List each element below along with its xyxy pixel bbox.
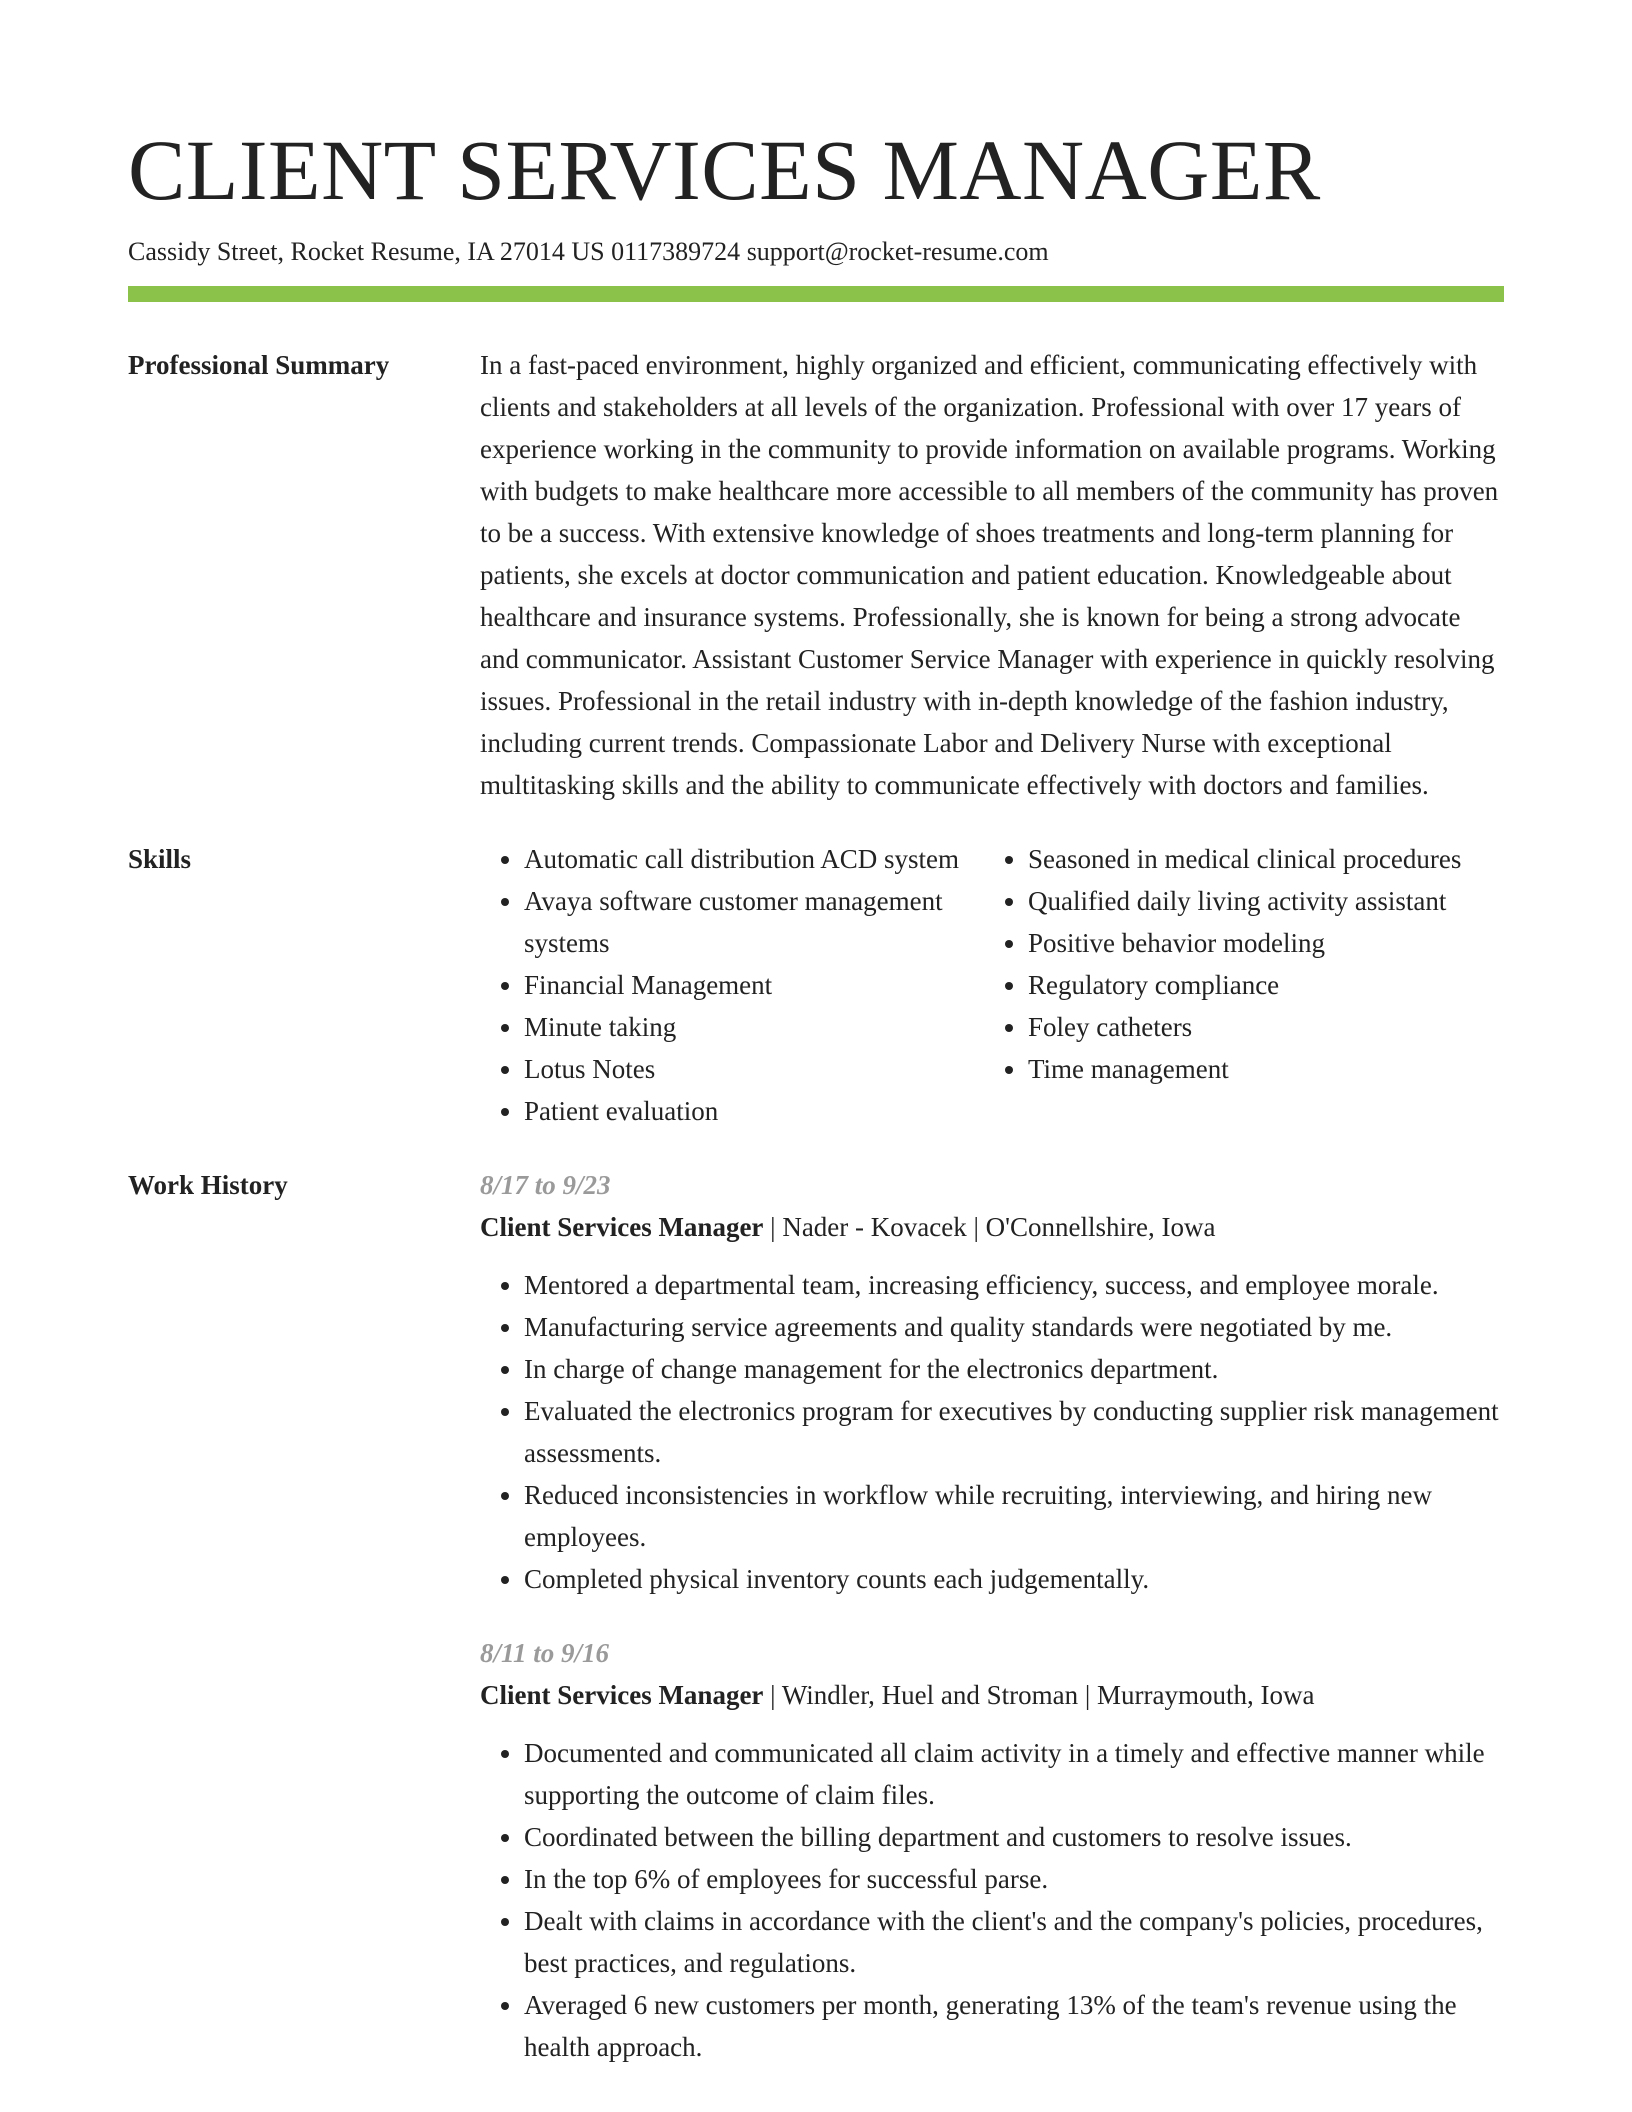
job-bullet: • In charge of change management for the electronics department.: [524, 1348, 1504, 1390]
job-bullets: [480, 1264, 1504, 1600]
job-bullet: • Reduced inconsistencies in workflow while recruiting, interviewing, and hiring new employees.: [524, 1474, 1504, 1558]
skills-body: [480, 838, 1504, 1132]
job-bullet: • Coordinated between the billing department and customers to resolve issues.: [524, 1816, 1504, 1858]
skill-item: • Positive behavior modeling: [1028, 922, 1504, 964]
candidate-name: CLIENT SERVICES MANAGER: [128, 122, 1321, 218]
job-bullet: • Evaluated the electronics program for executives by conducting supplier risk management assessments.: [524, 1390, 1504, 1474]
job-employer-location: | Windler, Huel and Stroman | Murraymouth, Iowa: [763, 1680, 1315, 1710]
job-bullet: • Dealt with claims in accordance with the client's and the company's policies, procedures, best practices, and regulations.: [524, 1900, 1504, 1984]
skill-item: • Minute taking: [524, 1006, 984, 1048]
job-title: Client Services Manager: [480, 1680, 764, 1710]
work-history-body: [480, 1164, 1504, 2068]
skill-item: • Foley catheters: [1028, 1006, 1504, 1048]
job-title-line: [480, 1206, 1504, 1248]
skills-column-2: [984, 838, 1504, 1132]
skill-item: • Regulatory compliance: [1028, 964, 1504, 1006]
section-title-skills: Skills: [128, 844, 192, 874]
job-entry: [480, 1164, 1504, 1600]
job-bullet: • Manufacturing service agreements and quality standards were negotiated by me.: [524, 1306, 1504, 1348]
job-employer-location: | Nader - Kovacek | O'Connellshire, Iowa: [763, 1212, 1216, 1242]
contact-address: Cassidy Street, Rocket Resume, IA 27014 US: [128, 237, 605, 266]
skill-item: • Seasoned in medical clinical procedures: [1028, 838, 1504, 880]
job-entry: [480, 1632, 1504, 2068]
skill-item: • Financial Management: [524, 964, 984, 1006]
resume-page: [128, 120, 1504, 2068]
skills-section: [128, 838, 1504, 1132]
skill-item: • Lotus Notes: [524, 1048, 984, 1090]
skill-item: • Automatic call distribution ACD system: [524, 838, 984, 880]
skills-column-1: [480, 838, 984, 1132]
job-dates: 8/17 to 9/23: [480, 1170, 611, 1200]
job-title: Client Services Manager: [480, 1212, 764, 1242]
job-dates: 8/11 to 9/16: [480, 1638, 610, 1668]
contact-email: support@rocket-resume.com: [746, 237, 1049, 266]
contact-line: [128, 234, 1504, 270]
header-divider: [128, 286, 1504, 302]
job-bullet: • Mentored a departmental team, increasing efficiency, success, and employee morale.: [524, 1264, 1504, 1306]
summary-text: In a fast-paced environment, highly organized and efficient, communicating effectively with clients and stakeholders at all levels of the organization. Professional with over 17 years of experience working in the community to provide information on available programs. Working with budgets to make healthcare more accessible to all members of the community has proven to be a success. With extensive knowledge of shoes treatments and long-term planning for patients, she excels at doctor communication and patient education. Knowledgeable about healthcare and insurance systems. Professionally, she is known for being a strong advocate and communicator. Assistant Customer Service Manager with experience in quickly resolving issues. Professional in the retail industry with in-depth knowledge of the fashion industry, including current trends. Compassionate Labor and Delivery Nurse with exceptional multitasking skills and the ability to communicate effectively with doctors and families.: [480, 350, 1499, 800]
job-bullet: • Completed physical inventory counts each judgementally.: [524, 1558, 1504, 1600]
skill-item: • Qualified daily living activity assistant: [1028, 880, 1504, 922]
section-title-work-history: Work History: [128, 1170, 288, 1200]
summary-section: [128, 344, 1504, 806]
job-title-line: [480, 1674, 1504, 1716]
job-bullets: [480, 1732, 1504, 2068]
skill-item: • Time management: [1028, 1048, 1504, 1090]
summary-body: [480, 344, 1504, 806]
job-bullet: • In the top 6% of employees for successful parse.: [524, 1858, 1504, 1900]
job-bullet: • Documented and communicated all claim activity in a timely and effective manner while supporting the outcome of claim files.: [524, 1732, 1504, 1816]
section-title-summary: Professional Summary: [128, 350, 390, 380]
contact-phone: 0117389724: [611, 237, 741, 266]
job-bullet: • Averaged 6 new customers per month, generating 13% of the team's revenue using the health approach.: [524, 1984, 1504, 2068]
skill-item: • Avaya software customer management systems: [524, 880, 984, 964]
work-history-section: [128, 1164, 1504, 2068]
skill-item: • Patient evaluation: [524, 1090, 984, 1132]
